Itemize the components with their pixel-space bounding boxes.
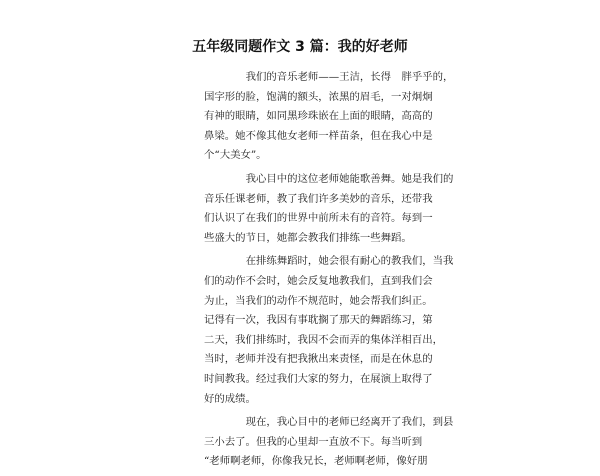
text-line: 我心目中的这位老师她能歌善舞。她是我们的 [245,172,454,185]
text-line: 现在，我心目中的老师已经离开了我们，到县 [245,416,454,429]
text-line: 为止，当我们的动作不规范时，她会帮我们纠正。 [204,294,433,307]
paragraph-3 [204,252,454,409]
text-line: 个“大美女”。 [204,149,267,162]
text-line: 在排练舞蹈时，她会很有耐心的教我们，当我 [245,255,454,268]
text-line: “老师啊老师，你像我兄长，老师啊老师，像好朋 [204,455,428,468]
text-line: 有神的眼睛，如同黑珍珠嵌在上面的眼睛，高高的 [204,110,433,123]
paragraph-2 [204,170,454,248]
text-line: 们认识了在我们的世界中前所未有的音符。每到一 [204,212,433,225]
text-line: 些盛大的节日，她都会教我们排练一些舞蹈。 [204,231,412,244]
paragraph-1 [204,68,454,166]
text-line: 时间教我。经过我们大家的努力，在展演上取得了 [204,372,433,385]
paragraph-4 [204,413,454,472]
text-line: 们的动作不会时，她会反复地教我们，直到我们会 [204,274,433,287]
text-line: 三小去了。但我的心里却一直放不下。每当听到 [204,435,423,448]
text-line: 当时，老师并没有把我揪出来责怪，而是在休息的 [204,353,433,366]
text-line: 音乐任课老师，教了我们许多美妙的音乐，还带我 [204,192,433,205]
document-title: 五年级同题作文 3 篇：我的好老师 [192,39,408,55]
text-line: 我们的音乐老师——王洁，长得 胖乎乎的， [245,71,454,83]
text-line: 二天，我们排练时，我因不会而弄的集体洋相百出， [204,333,443,346]
text-line: 国字形的脸，饱满的额头，浓黑的眉毛，一对炯炯 [204,90,433,103]
text-line: 记得有一次，我因有事耽搁了那天的舞蹈练习，第 [204,314,433,327]
text-line: 好的成绩。 [204,392,256,405]
document-body [204,68,454,476]
text-line: 鼻梁。她不像其他女老师一样苗条，但在我心中是 [204,129,433,142]
